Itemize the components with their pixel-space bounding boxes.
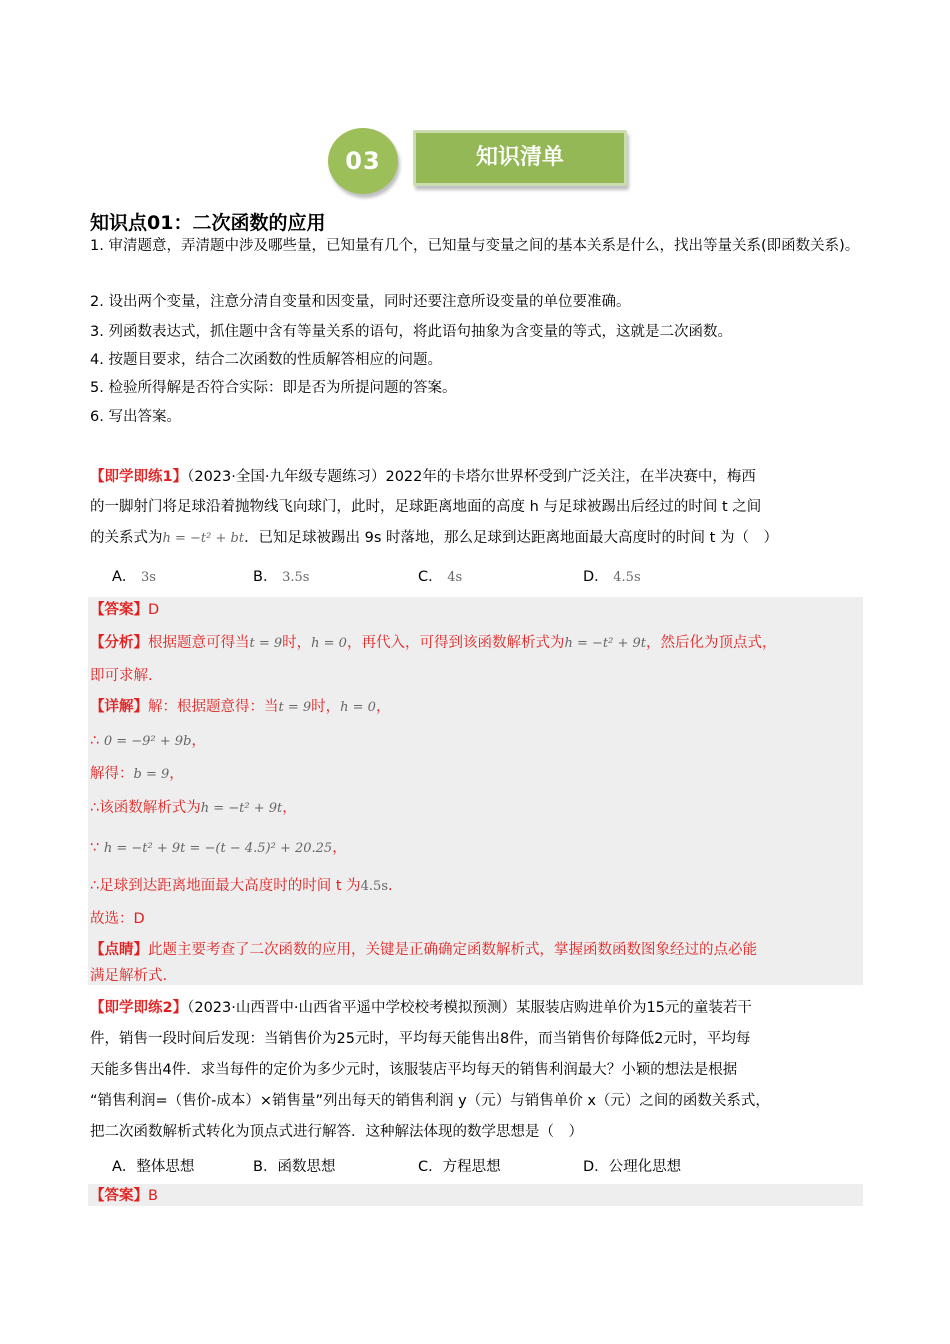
option-c: C． 4s [418, 569, 463, 585]
exercise-1-options [112, 565, 812, 585]
option-d: D．公理化思想 [583, 1159, 682, 1175]
option-d: D． 4.5s [583, 569, 641, 585]
answer-line: 【答案】B [90, 1188, 158, 1204]
detail-line: 【详解】解：根据题意得：当t = 9时，h = 0， [90, 699, 391, 715]
step-line: ∴ 0 = −9² + 9b， [90, 733, 206, 749]
knowledge-item: 6. 写出答案。 [90, 409, 181, 425]
exercise-2-line: “销售利润=（售价-成本）×销售量”列出每天的销售利润 y（元）与销售单价 x（元）之间的函数关系式， [90, 1093, 770, 1109]
analysis-line: 即可求解. [90, 668, 153, 684]
knowledge-item: 2. 设出两个变量，注意分清自变量和因变量，同时还要注意所设变量的单位要准确。 [90, 294, 631, 310]
knowledge-item: 5. 检验所得解是否符合实际：即是否为所提问题的答案。 [90, 380, 457, 396]
option-b: B． 3.5s [253, 569, 310, 585]
comment-line: 满足解析式. [90, 968, 168, 984]
step-line: ∴足球到达距离地面最大高度时的时间 t 为4.5s. [90, 878, 393, 894]
exercise-1-line: 的一脚射门将足球沿着抛物线飞向球门，此时，足球距离地面的高度 h 与足球被踢出后经过的时间 t 之间 [90, 499, 762, 515]
option-a: A．整体思想 [112, 1159, 195, 1175]
exercise-1-line: 的关系式为h = −t² + bt．已知足球被踢出 9s 时落地，那么足球到达距离地面最大高度时的时间 t 为（ ） [90, 530, 778, 546]
step-line: ∵ h = −t² + 9t = −(t − 4.5)² + 20.25， [90, 840, 347, 856]
exercise-2-options [112, 1155, 812, 1175]
step-line: 解得：b = 9， [90, 766, 184, 782]
exercise-2-line: 把二次函数解析式转化为顶点式进行解答．这种解法体现的数学思想是（ ） [90, 1124, 583, 1140]
option-b: B．函数思想 [253, 1159, 336, 1175]
option-a: A． 3s [112, 569, 156, 585]
exercise-1-tag: 【即学即练1】 [90, 469, 188, 485]
section-badge [328, 128, 628, 198]
knowledge-item: 1. 审清题意，弄清题中涉及哪些量，已知量有几个，已知量与变量之间的基本关系是什么，找出等量关系(即函数关系)。 [90, 238, 860, 254]
exercise-2-line: 天能多售出4件．求当每件的定价为多少元时，该服装店平均每天的销售利润最大？小颖的想法是根据 [90, 1062, 738, 1078]
step-line: ∴该函数解析式为h = −t² + 9t， [90, 800, 297, 816]
section-title: 知识点01：二次函数的应用 [90, 212, 326, 234]
exercise-2-line: 件，销售一段时间后发现：当销售价为25元时，平均每天能售出8件，而当销售价每降低2元时，平均每 [90, 1031, 751, 1047]
exercise-2-tag: 【即学即练2】 [90, 1000, 188, 1016]
exercise-2-line: 【即学即练2】（2023·山西晋中·山西省平遥中学校校考模拟预测）某服装店购进单价为15元的童装若干 [90, 1000, 752, 1016]
knowledge-item: 3. 列函数表达式，抓住题中含有等量关系的语句，将此语句抽象为含变量的等式，这就是二次函数。 [90, 324, 732, 340]
choose-line: 故选：D [90, 911, 145, 927]
banner-title: 知识清单 [413, 130, 627, 186]
exercise-1-line: 【即学即练1】（2023·全国·九年级专题练习）2022年的卡塔尔世界杯受到广泛关注，在半决赛中，梅西 [90, 469, 756, 485]
badge-number: 03 [328, 128, 398, 194]
comment-line: 【点睛】此题主要考查了二次函数的应用，关键是正确确定函数解析式，掌握函数函数图象经过的点必能 [90, 942, 757, 958]
knowledge-item: 4. 按题目要求，结合二次函数的性质解答相应的问题。 [90, 352, 442, 368]
formula: h = −t² + bt [162, 531, 245, 546]
answer-line: 【答案】D [90, 602, 160, 618]
analysis-line: 【分析】根据题意可得当t = 9时，h = 0，再代入，可得到该函数解析式为h = −t² + 9t，然后化为顶点式， [90, 635, 777, 651]
option-c: C．方程思想 [418, 1159, 501, 1175]
